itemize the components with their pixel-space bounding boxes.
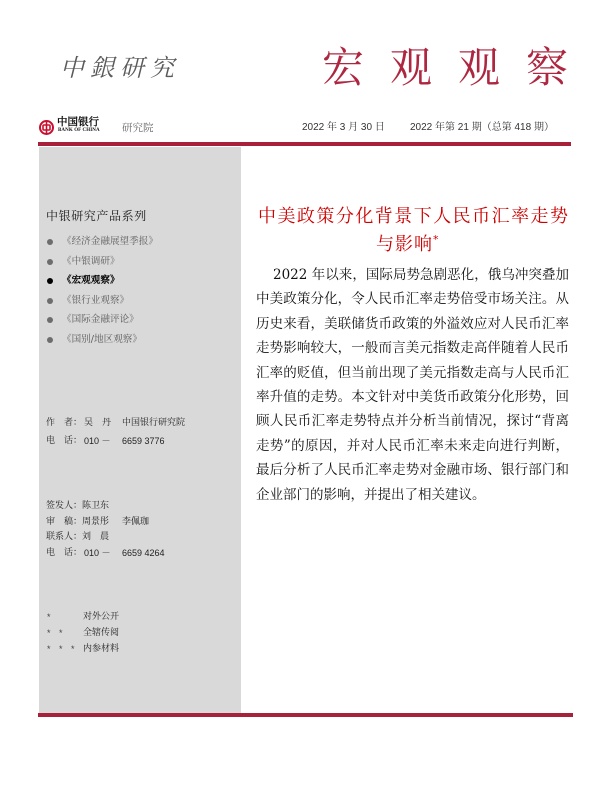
- reviewer-name: 李佩珈: [122, 517, 150, 527]
- contact-phone-label: 电 话：: [46, 548, 83, 558]
- contact-label: 联系人：: [46, 532, 83, 542]
- abstract-line: 2022 年以来，国际局势急剧恶化，俄乌冲突叠加: [273, 267, 569, 283]
- classification-stars: * * *: [47, 644, 78, 654]
- series-item-label: 《银行业观察》: [62, 294, 130, 306]
- abstract-line: 中美政策分化，令人民币汇率走势倍受市场关注。从: [256, 291, 569, 308]
- abstract-line: 汇率的贬值，但当前出现了美元指数走高与人民币汇: [256, 364, 569, 381]
- classification-label: 全辖传阅: [83, 628, 120, 638]
- article-title-line2: [376, 234, 440, 256]
- article-title: 中美政策分化背景下人民币汇率走势: [258, 206, 569, 227]
- series-item-boc-research[interactable]: [44, 252, 234, 272]
- series-item-international-finance[interactable]: [44, 310, 234, 330]
- bullet-icon: [47, 337, 53, 343]
- abstract-line: 率升值的走势。本文针对中美货币政策分化形势，回: [256, 388, 569, 405]
- bullet-icon: [47, 259, 53, 265]
- series-item-label: 《国际金融评论》: [62, 314, 139, 326]
- author-phone-prefix: 010 －: [84, 436, 111, 446]
- series-item-macro-observation[interactable]: [44, 271, 234, 291]
- brand-calligraphy-logo: 中銀研究: [60, 54, 180, 82]
- abstract-line: 历史来看，美联储货币政策的外溢效应对人民币汇率: [256, 315, 569, 332]
- abstract-line: 走势”的原因，并对人民币汇率未来走向进行判断，: [256, 437, 569, 454]
- abstract-line: 顾人民币汇率走势特点并分析当前情况，探讨“背离: [256, 413, 569, 430]
- bank-of-china-name-en: BANK OF CHINA: [58, 128, 100, 133]
- reviewer-label: 审 稿：: [46, 517, 83, 527]
- author-name: 吴 丹: [84, 418, 112, 428]
- series-item-country-region[interactable]: [44, 330, 234, 350]
- footnote-mark[interactable]: *: [433, 233, 440, 246]
- bank-of-china-logo-icon: [39, 120, 54, 135]
- author-label: 作 者：: [46, 418, 83, 428]
- bullet-icon: [47, 317, 53, 323]
- institute-label: 研究院: [122, 122, 154, 134]
- product-series-list: [44, 232, 234, 350]
- classification-stars: * *: [47, 628, 66, 638]
- product-series-title: 中银研究产品系列: [46, 209, 147, 223]
- publication-title: 宏观观察: [322, 43, 595, 92]
- series-item-label: 《宏观观察》: [62, 275, 120, 287]
- author-phone-label: 电 话：: [46, 436, 83, 446]
- bank-of-china-name-cn: 中国银行: [57, 116, 99, 128]
- series-item-label: 《中银调研》: [62, 255, 120, 267]
- series-item-economic-outlook[interactable]: [44, 232, 234, 252]
- reviewer-name: 周景彤: [82, 517, 110, 527]
- contact-phone-number: 6659 4264: [122, 548, 165, 558]
- classification-stars: *: [47, 612, 54, 622]
- classification-label: 内参材料: [83, 644, 120, 654]
- issue-number: 2022 年第 21 期（总第 418 期）: [410, 122, 554, 133]
- author-phone-number: 6659 3776: [122, 436, 165, 446]
- contact-name: 刘 晨: [82, 532, 110, 542]
- publication-date: 2022 年 3 月 30 日: [302, 122, 385, 133]
- bullet-icon: [47, 239, 53, 245]
- classification-label: 对外公开: [83, 612, 120, 622]
- abstract-line: 最后分析了人民币汇率走势对金融市场、银行部门和: [256, 462, 569, 479]
- issuer-label: 签发人：: [46, 501, 83, 511]
- abstract-line: 企业部门的影响，并提出了相关建议。: [256, 486, 486, 503]
- series-item-label: 《国别/地区观察》: [62, 333, 142, 345]
- header-rule: [38, 142, 571, 146]
- series-item-label: 《经济金融展望季报》: [62, 236, 158, 247]
- article-title-line2-text: 与影响: [376, 234, 433, 255]
- series-item-banking-observation[interactable]: [44, 291, 234, 311]
- author-org: 中国银行研究院: [122, 418, 186, 428]
- abstract-line: 走势影响较大，一般而言美元指数走高伴随着人民币: [256, 340, 569, 357]
- issuer-name: 陈卫东: [82, 501, 110, 511]
- contact-phone-prefix: 010 －: [84, 548, 111, 558]
- abstract-paragraph: [256, 263, 569, 507]
- bullet-icon: [47, 298, 53, 304]
- bullet-icon: [47, 278, 53, 284]
- footer-rule: [38, 713, 573, 717]
